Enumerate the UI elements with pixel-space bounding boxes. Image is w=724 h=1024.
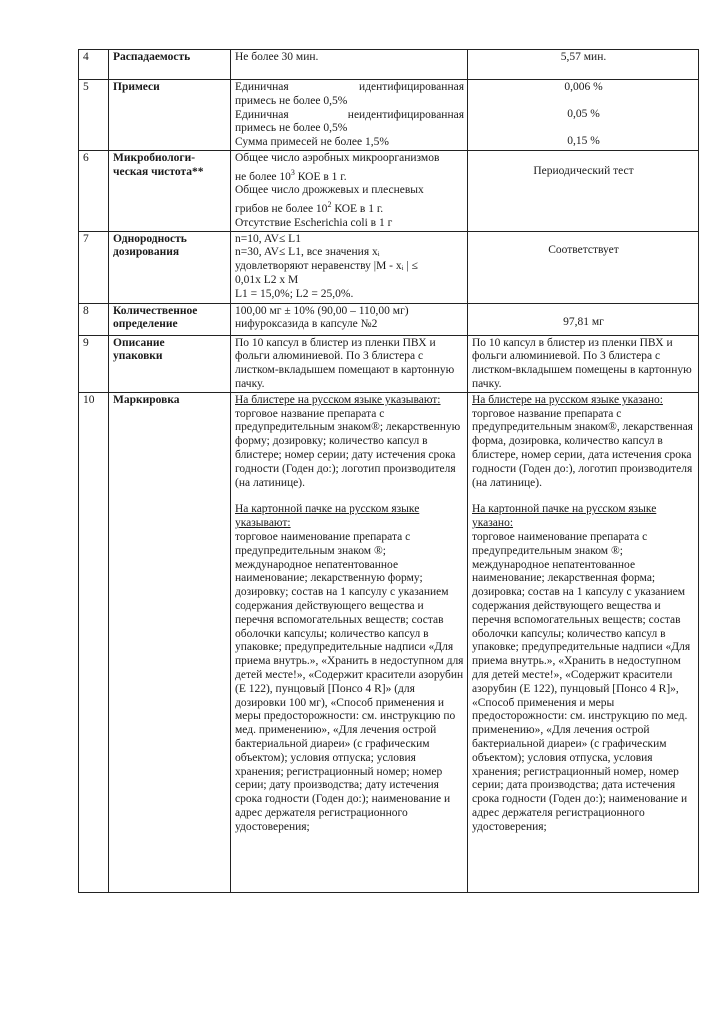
- requirement-line: примесь не более 0,5%: [235, 94, 348, 107]
- test-result: [468, 80, 699, 151]
- row-number: 6: [79, 151, 109, 232]
- result-value: 0,05 %: [567, 107, 600, 120]
- test-requirement: [231, 80, 468, 151]
- test-name-line: ческая чистота**: [113, 165, 204, 178]
- test-name: Примеси: [109, 80, 231, 151]
- requirement-line: Отсутствие Escherichia coli в 1 г: [235, 216, 393, 229]
- test-result: По 10 капсул в блистер из пленки ПВХ и фольги алюминиевой. По 3 блистера с листком-вкладышем помещены в картонную пачку.: [468, 335, 699, 392]
- blister-marking-requirement: На блистере на русском языке указывают: торговое название препарата с предупредительным знаком®; лекарственную форму; дозировку; количество капсул в блистере; номер серии; дату истечения срока годности (Годен до:); логотип производителя (на латинице).: [235, 393, 461, 489]
- test-name: [109, 335, 231, 392]
- test-name-line: определение: [113, 318, 178, 331]
- requirement-line: Единичная неидентифицированная: [235, 108, 464, 121]
- test-name: [109, 231, 231, 303]
- requirement-line: не более $10^3$ КОЕ в 1 г.: [235, 167, 347, 183]
- test-name-line: Количественное: [113, 304, 198, 317]
- test-requirement: Не более 30 мин.: [231, 50, 468, 80]
- test-result: Соответствует: [468, 231, 699, 303]
- test-name-line: Микробиологи-: [113, 152, 196, 164]
- row-number: 4: [79, 50, 109, 80]
- test-requirement: По 10 капсул в блистер из пленки ПВХ и фольги алюминиевой. По 3 блистера с листком-вкладышем помещают в картонную пачку.: [231, 335, 468, 392]
- table-row: [79, 151, 699, 232]
- result-value: 0,006 %: [564, 81, 603, 93]
- test-result: 97,81 мг: [468, 303, 699, 335]
- requirement-line: Сумма примесей не более 1,5%: [235, 136, 389, 149]
- requirement-line: L1 = 15,0%; L2 = 25,0%.: [235, 287, 354, 300]
- requirement-line: Общее число дрожжевых и плесневых: [235, 184, 424, 197]
- requirement-line: удовлетворяют неравенству |M - xᵢ | ≤: [235, 260, 418, 273]
- test-requirement: [231, 231, 468, 303]
- table-row: [79, 231, 699, 303]
- test-name: Распадаемость: [109, 50, 231, 80]
- carton-marking-requirement: На картонной пачке на русском языке указывают: торговое наименование препарата с предупредительным знаком ®; международное непатентованное наименование; лекарственную форму; дозировку; состав на 1 капсулу с указанием содержания действующего вещества и перечня вспомогательных веществ; состав оболочки капсулы; количество капсул в упаковке; предупредительные надписи «Для приема внутрь.», «Хранить в недоступном для детей месте!», «Содержит красители азорубин (Е 122), пунцовый [Понсо 4 R]» (для дозировки 100 мг), «Способ применения и меры предосторожности: см. инструкцию по мед. применению», «Для лечения острой бактериальной диареи» (с графическим объектом); условия отпуска; условия хранения; регистрационный номер; номер серии; дату производства; дату истечения срока годности (Годен до:); наименование и адрес держателя регистрационного удостоверения;: [235, 503, 464, 833]
- carton-marking-result: На картонной пачке на русском языке указано: торговое наименование препарата с предупредительным знаком ®; международное непатентованное наименование; лекарственная форма; дозировка; состав на 1 капсулу с указанием содержания действующего вещества и перечня вспомогательных веществ; состав оболочки капсулы; количество капсул в упаковке; предупредительные надписи «Для приема внутрь.», «Хранить в недоступном для детей месте!», «Содержит красители азорубин (Е 122), пунцовый [Понсо 4 R]», «Способ применения и меры предосторожности: см. инструкцию по мед. применению», «Для лечения острой бактериальной диареи» (с графическим объектом); условия отпуска, условия хранения; регистрационный номер, номер серии; дата производства; дата истечения срока годности (Годен до:); наименование и адрес держателя регистрационного удостоверения;: [472, 503, 691, 833]
- test-name: Маркировка: [109, 392, 231, 892]
- specification-table: [78, 49, 699, 893]
- requirement-line: грибов не более $10^2$ КОЕ в 1 г.: [235, 200, 384, 216]
- requirement-line: n=10, AV≤ L1: [235, 232, 301, 245]
- requirement-line: нифуроксазида в капсуле №2: [235, 318, 378, 331]
- test-result: 5,57 мин.: [468, 50, 699, 80]
- table-row: [79, 80, 699, 151]
- row-number: 9: [79, 335, 109, 392]
- table-row: [79, 50, 699, 80]
- test-requirement: [231, 151, 468, 232]
- result-value: 0,15 %: [567, 134, 600, 147]
- requirement-line: Единичная идентифицированная: [235, 81, 464, 93]
- test-name-line: упаковки: [113, 350, 163, 363]
- row-number: 7: [79, 231, 109, 303]
- table-row: [79, 335, 699, 392]
- row-number: 5: [79, 80, 109, 151]
- table-row: [79, 303, 699, 335]
- test-name-line: Однородность: [113, 232, 187, 245]
- row-number: 8: [79, 303, 109, 335]
- test-name-line: дозирования: [113, 246, 180, 259]
- test-result: Периодический тест: [468, 151, 699, 232]
- test-name: [109, 151, 231, 232]
- test-result: [468, 392, 699, 892]
- row-number: 10: [79, 392, 109, 892]
- table-row: [79, 392, 699, 892]
- test-name: [109, 303, 231, 335]
- test-requirement: [231, 303, 468, 335]
- requirement-line: 0,01x L2 x M: [235, 274, 299, 287]
- requirement-line: Общее число аэробных микроорганизмов: [235, 152, 440, 164]
- requirement-line: n=30, AV≤ L1, все значения xᵢ: [235, 246, 380, 259]
- test-requirement: [231, 392, 468, 892]
- test-name-line: Описание: [113, 336, 165, 349]
- requirement-line: примесь не более 0,5%: [235, 122, 348, 135]
- requirement-line: 100,00 мг ± 10% (90,00 – 110,00 мг): [235, 304, 409, 317]
- blister-marking-result: На блистере на русском языке указано: торговое название препарата с предупредительным знаком®, лекарственная форма, дозировка, количество капсул в блистере, номер серии, дата истечения срока годности (Годен до:), логотип производителя (на латинице).: [472, 393, 693, 489]
